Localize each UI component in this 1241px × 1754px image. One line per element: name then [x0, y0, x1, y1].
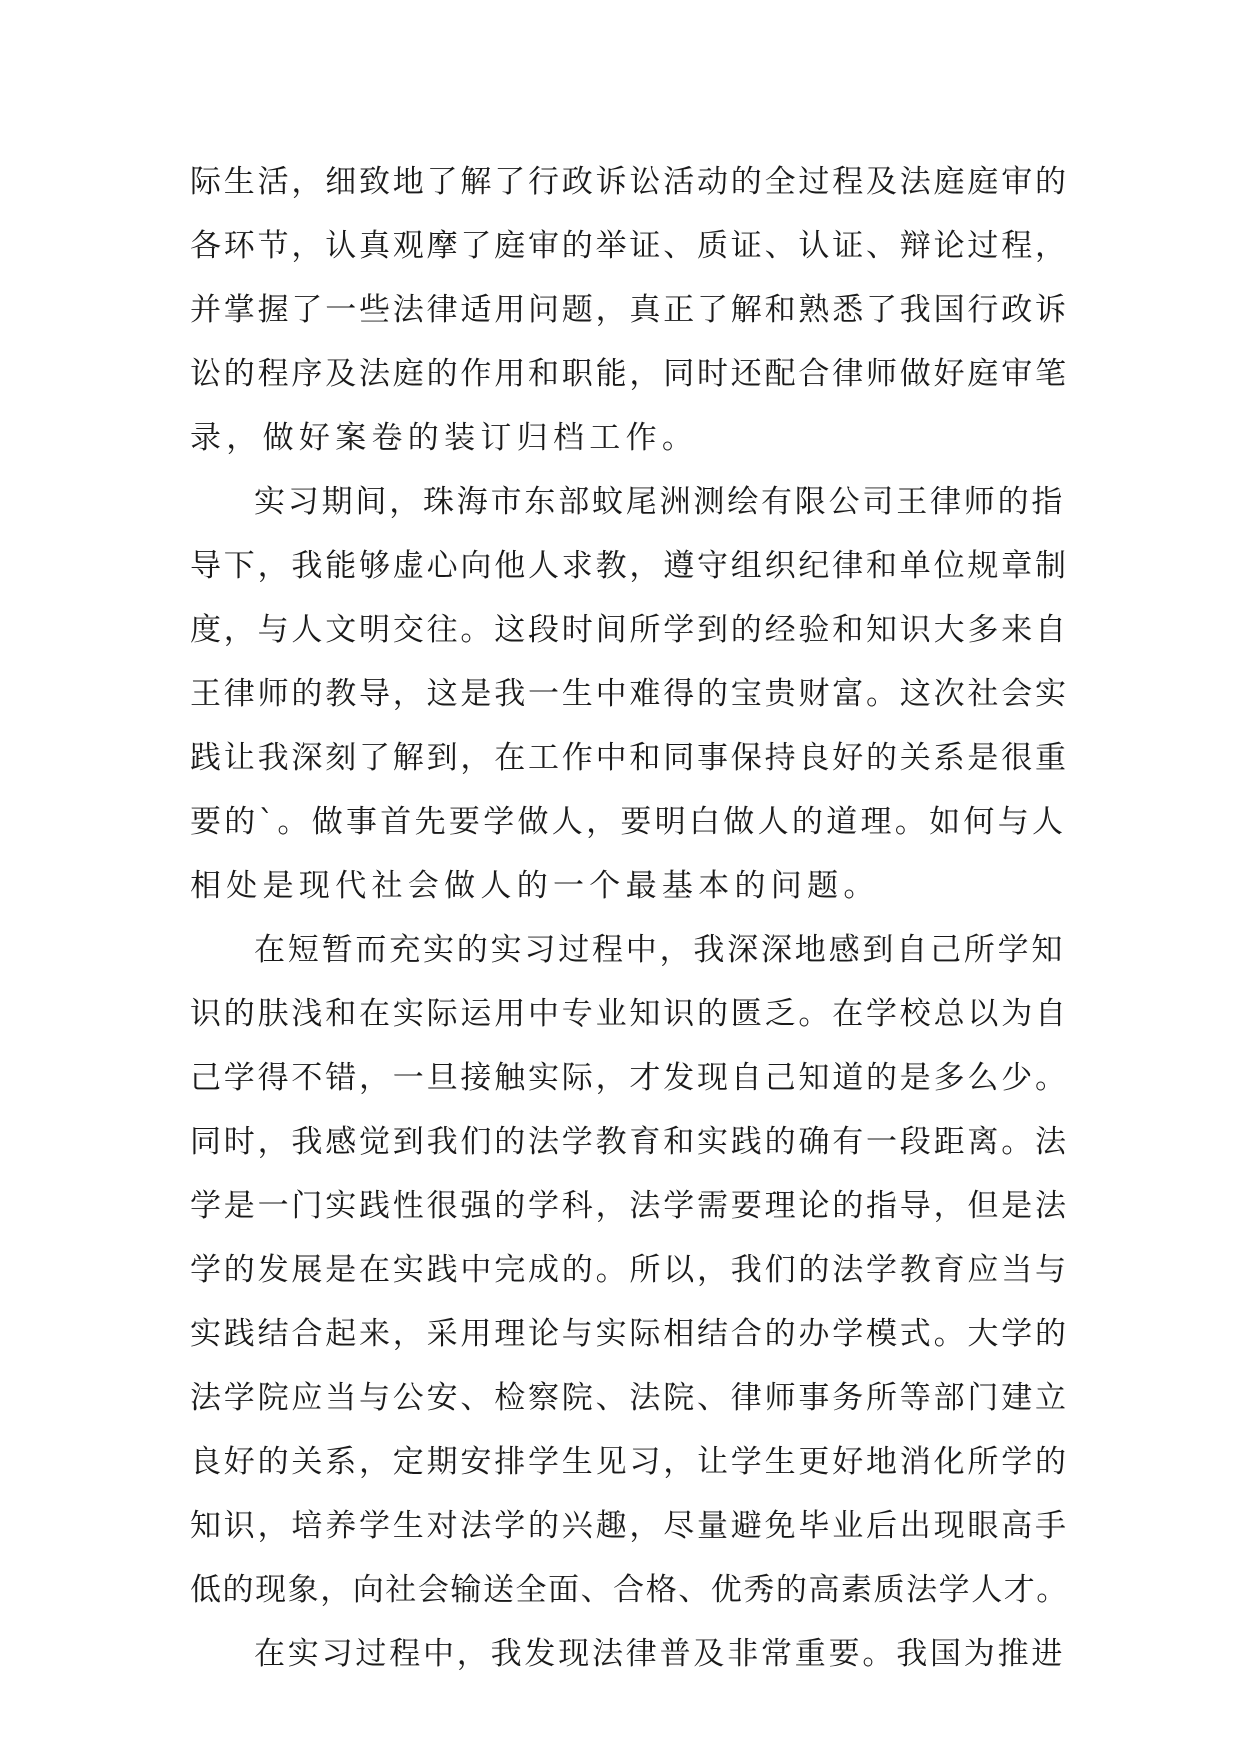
text-line: 知识，培养学生对法学的兴趣，尽量避免毕业后出现眼高手	[190, 1508, 1069, 1544]
text-line: 学的发展是在实践中完成的。所以，我们的法学教育应当与	[190, 1252, 1069, 1288]
text-line: 相处是现代社会做人的一个最基本的问题。	[190, 868, 880, 904]
text-line: 际生活，细致地了解了行政诉讼活动的全过程及法庭庭审的	[190, 164, 1069, 200]
text-line: 要的`。做事首先要学做人，要明白做人的道理。如何与人	[190, 804, 1067, 840]
text-line: 导下，我能够虚心向他人求教，遵守组织纪律和单位规章制	[190, 548, 1069, 584]
text-line: 识的肤浅和在实际运用中专业知识的匮乏。在学校总以为自	[190, 996, 1069, 1032]
text-line: 学是一门实践性很强的学科，法学需要理论的指导，但是法	[190, 1188, 1069, 1224]
text-line: 并掌握了一些法律适用问题，真正了解和熟悉了我国行政诉	[190, 292, 1069, 328]
text-line: 各环节，认真观摩了庭审的举证、质证、认证、辩论过程，	[190, 228, 1069, 264]
text-line: 同时，我感觉到我们的法学教育和实践的确有一段距离。法	[190, 1124, 1069, 1160]
paragraph-first-line: 在短暂而充实的实习过程中，我深深地感到自己所学知	[254, 932, 1066, 968]
text-line: 良好的关系，定期安排学生见习，让学生更好地消化所学的	[190, 1444, 1069, 1480]
text-line: 度，与人文明交往。这段时间所学到的经验和知识大多来自	[190, 612, 1069, 648]
text-line: 践让我深刻了解到，在工作中和同事保持良好的关系是很重	[190, 740, 1069, 776]
text-line: 己学得不错，一旦接触实际，才发现自己知道的是多么少。	[190, 1060, 1069, 1096]
text-line: 实践结合起来，采用理论与实际相结合的办学模式。大学的	[190, 1316, 1069, 1352]
text-line: 录，做好案卷的装订归档工作。	[190, 420, 699, 456]
body-text	[190, 150, 1070, 1686]
text-line: 讼的程序及法庭的作用和职能，同时还配合律师做好庭审笔	[190, 356, 1069, 392]
paragraph-first-line: 在实习过程中，我发现法律普及非常重要。我国为推进	[254, 1636, 1066, 1672]
text-line: 法学院应当与公安、检察院、法院、律师事务所等部门建立	[190, 1380, 1069, 1416]
paragraph-first-line: 实习期间，珠海市东部蚊尾洲测绘有限公司王律师的指	[254, 484, 1066, 520]
text-line: 低的现象，向社会输送全面、合格、优秀的高素质法学人才。	[190, 1572, 1069, 1608]
text-line: 王律师的教导，这是我一生中难得的宝贵财富。这次社会实	[190, 676, 1069, 712]
